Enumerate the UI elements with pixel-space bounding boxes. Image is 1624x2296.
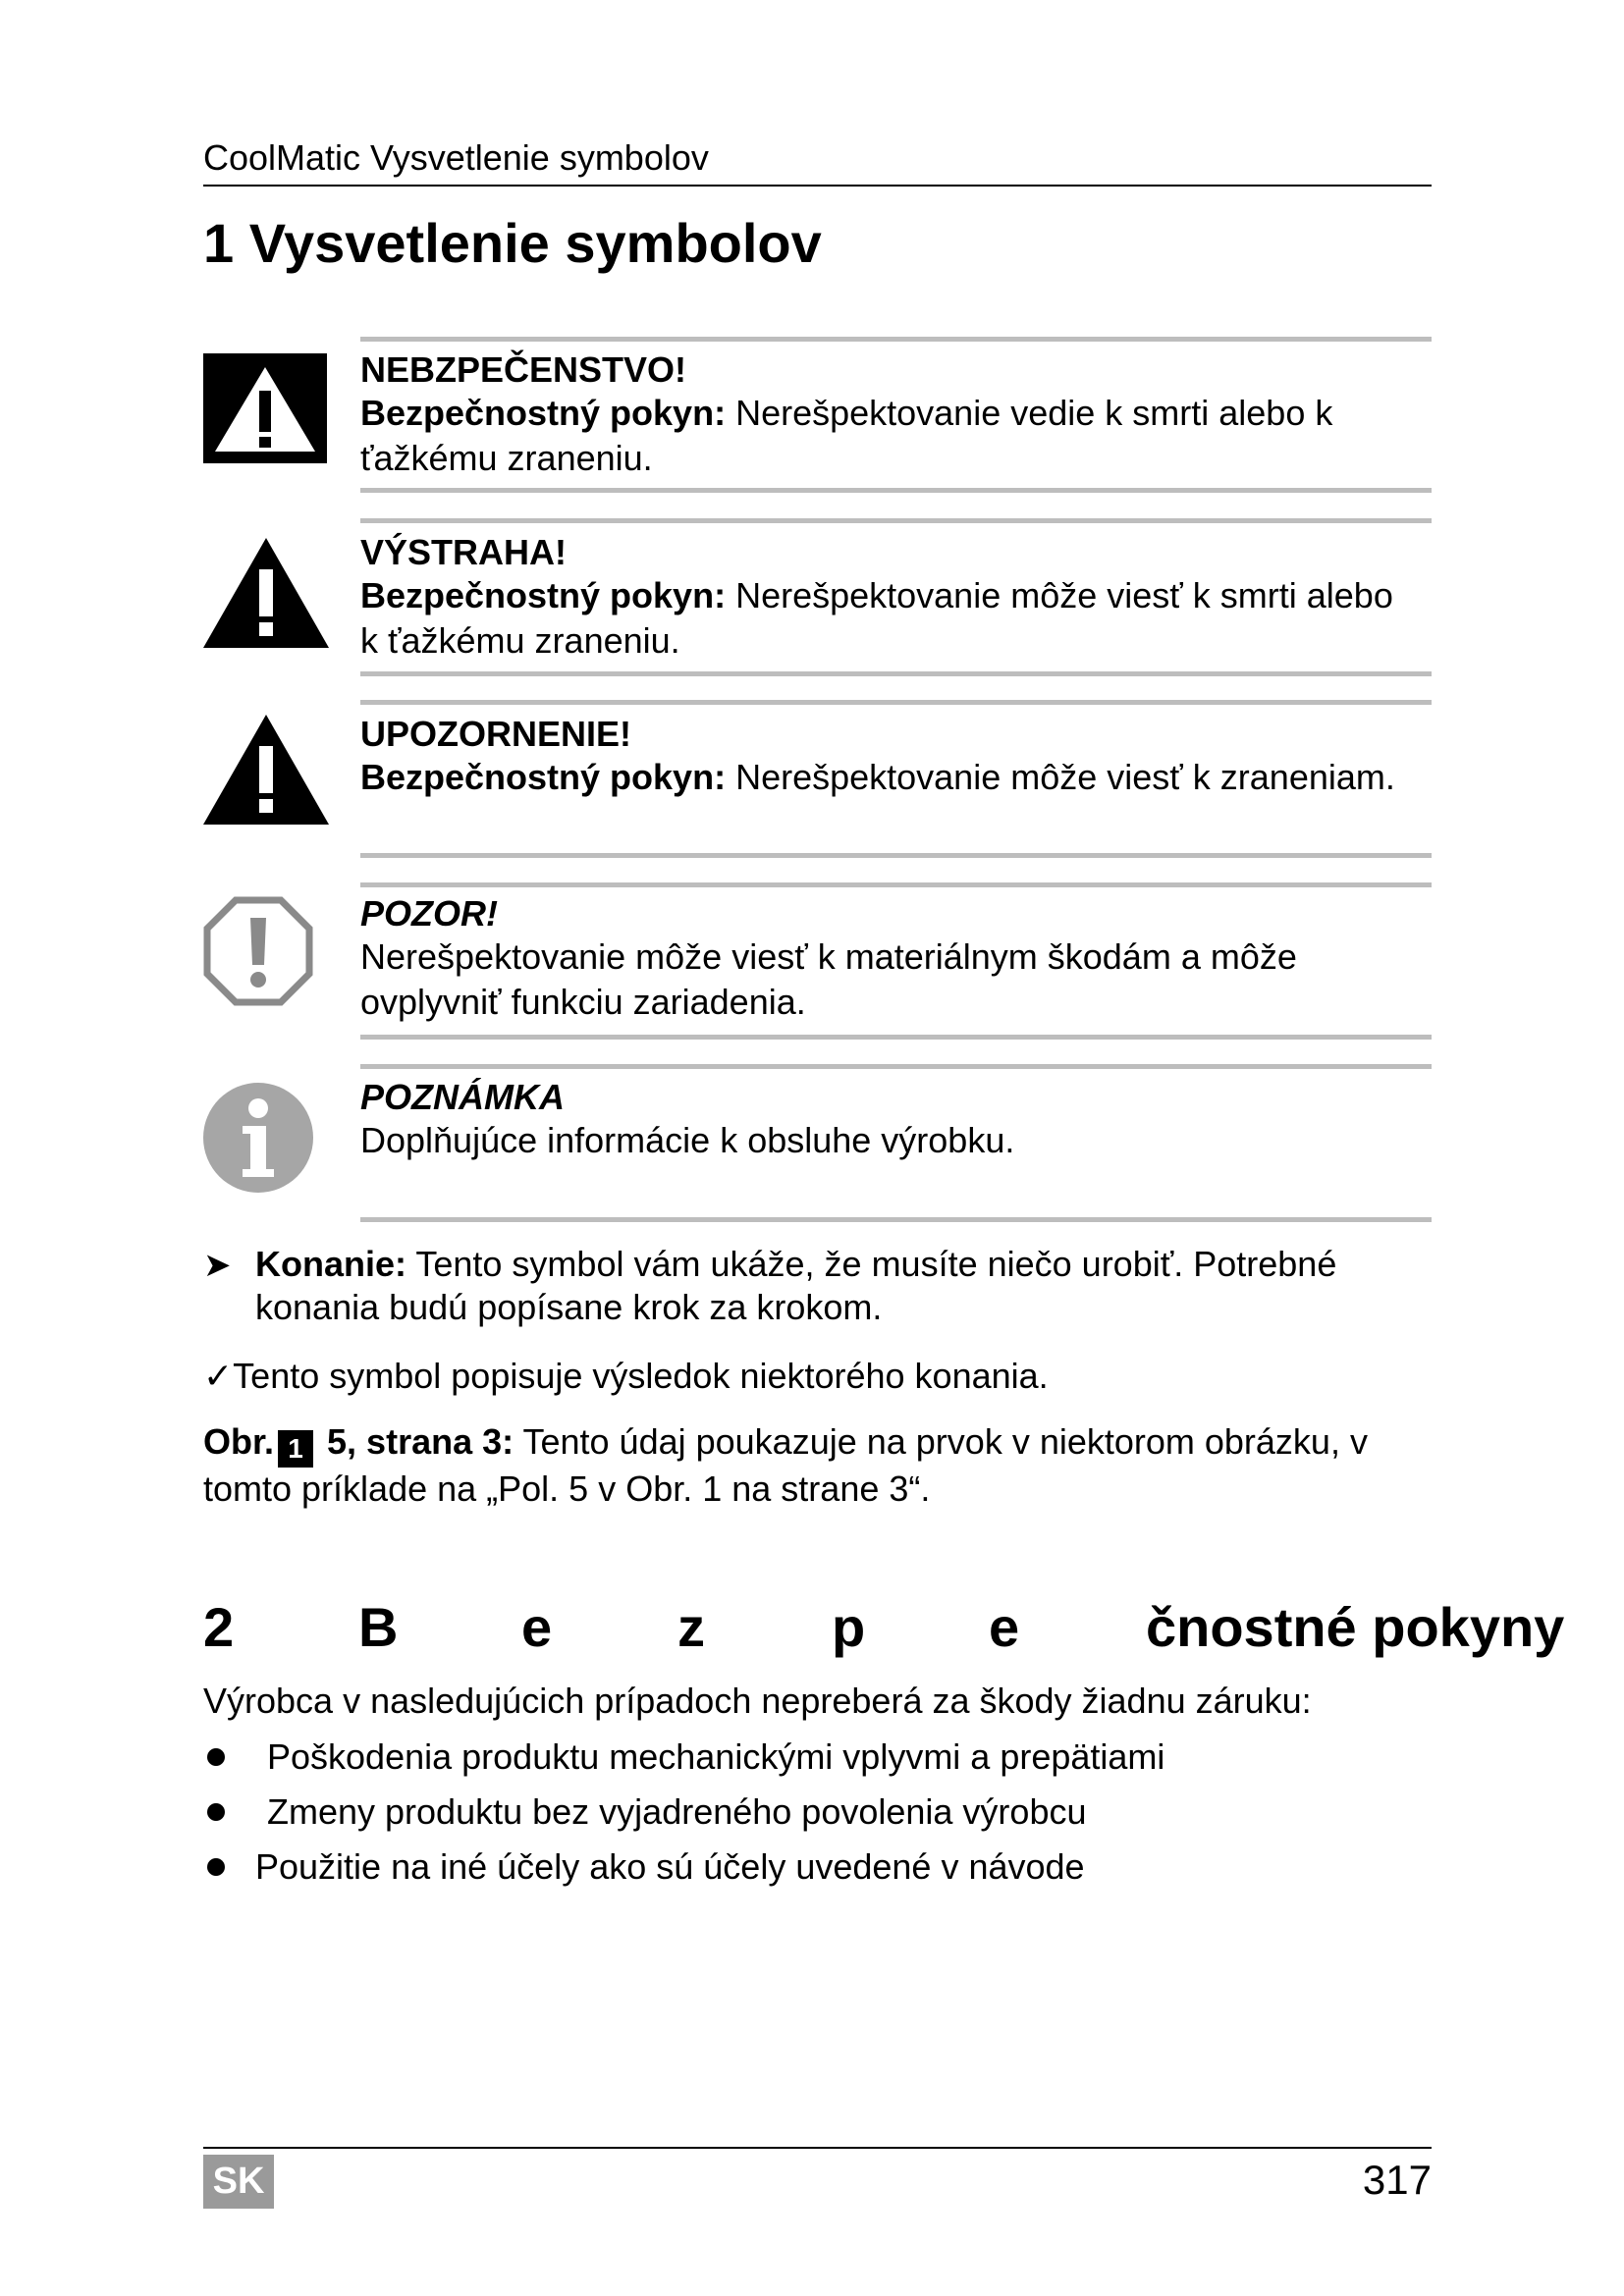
action-arrow-icon: ➤: [203, 1247, 232, 1284]
header-divider: [203, 185, 1432, 187]
running-header: CoolMatic Vysvetlenie symbolov: [203, 137, 709, 178]
notice-text: ťažkému zraneniu.: [360, 438, 653, 478]
figure-ref-position: 5, strana 3:: [317, 1421, 514, 1462]
section-2-title-part: B: [358, 1596, 399, 1658]
notice-lead: Bezpečnostný pokyn:: [360, 393, 727, 433]
figure-number-box: 1: [278, 1430, 313, 1468]
bullet-icon: [207, 1748, 225, 1766]
section-2-title-part: 2: [203, 1596, 235, 1658]
notice-title: UPOZORNENIE!: [360, 714, 632, 754]
notice-divider: [360, 337, 1432, 342]
notice-body: [360, 934, 1440, 1025]
danger-warning-triangle-icon: [203, 353, 327, 468]
notice-title: NEBZPEČENSTVO!: [360, 349, 687, 390]
notice-body: [360, 1118, 1440, 1163]
notice-divider: [360, 882, 1432, 887]
notice-title: POZOR!: [360, 893, 498, 934]
notice-text: k ťažkému zraneniu.: [360, 620, 680, 661]
check-icon: ✓: [203, 1356, 234, 1396]
notice-divider: [360, 1217, 1432, 1222]
notice-title: VÝSTRAHA!: [360, 532, 568, 572]
notice-body: [360, 755, 1440, 800]
list-item: Poškodenia produktu mechanickými vplyvmi a prepätiami: [267, 1736, 1165, 1777]
figure-ref-text: tomto príklade na „Pol. 5 v Obr. 1 na strane 3“.: [203, 1468, 931, 1509]
notice-divider: [360, 1064, 1432, 1069]
footer-divider: [203, 2147, 1432, 2149]
result-text: Tento symbol popisuje výsledok niektorého konania.: [233, 1356, 1049, 1396]
notice-body: [360, 573, 1440, 664]
notice-lead: Bezpečnostný pokyn:: [360, 575, 727, 615]
notice-text: Nerešpektovanie môže viesť k zraneniam.: [726, 757, 1395, 797]
notice-text: ovplyvniť funkciu zariadenia.: [360, 982, 806, 1022]
attention-octagon-icon: [203, 896, 313, 1011]
section-1-title: 1 Vysvetlenie symbolov: [203, 212, 822, 274]
notice-divider: [360, 488, 1432, 493]
section-2-intro: Výrobca v nasledujúcich prípadoch nepreberá za škody žiadnu záruku:: [203, 1681, 1312, 1721]
section-2-title-part: e: [521, 1596, 553, 1658]
list-item: Použitie na iné účely ako sú účely uvedené v návode: [255, 1846, 1085, 1887]
language-badge: SK: [203, 2155, 274, 2209]
notice-divider: [360, 518, 1432, 523]
figure-reference-paragraph: [203, 1420, 1368, 1511]
section-2-title-part: čnostné pokyny: [1146, 1596, 1565, 1658]
notice-divider: [360, 700, 1432, 705]
warning-triangle-icon: [203, 538, 329, 653]
bullet-icon: [207, 1803, 225, 1821]
notice-divider: [360, 853, 1432, 858]
section-2-title-part: z: [677, 1596, 705, 1658]
notice-text: Nerešpektovanie môže viesť k materiálnym škodám a môže: [360, 936, 1297, 977]
notice-body: [360, 391, 1440, 481]
notice-title: POZNÁMKA: [360, 1077, 565, 1117]
section-2-title-part: e: [989, 1596, 1020, 1658]
result-paragraph: [203, 1355, 1049, 1398]
notice-text: Nerešpektovanie môže viesť k smrti alebo: [726, 575, 1393, 615]
notice-divider: [360, 671, 1432, 676]
info-icon: [203, 1083, 313, 1198]
notice-text: Doplňujúce informácie k obsluhe výrobku.: [360, 1120, 1015, 1160]
action-paragraph: [255, 1243, 1336, 1329]
section-2-title-part: p: [832, 1596, 866, 1658]
figure-ref-lead: Obr.: [203, 1421, 275, 1462]
caution-triangle-icon: [203, 715, 329, 829]
notice-divider: [360, 1035, 1432, 1040]
page-number: 317: [1362, 2157, 1432, 2203]
figure-ref-text: Tento údaj poukazuje na prvok v niektorom obrázku, v: [514, 1421, 1368, 1462]
bullet-icon: [207, 1858, 225, 1876]
action-text: Tento symbol vám ukáže, že musíte niečo urobiť. Potrebné: [406, 1244, 1337, 1284]
notice-text: Nerešpektovanie vedie k smrti alebo k: [726, 393, 1333, 433]
notice-lead: Bezpečnostný pokyn:: [360, 757, 727, 797]
action-lead: Konanie:: [255, 1244, 407, 1284]
list-item: Zmeny produktu bez vyjadreného povolenia výrobcu: [267, 1791, 1087, 1832]
action-text: konania budú popísane krok za krokom.: [255, 1287, 883, 1327]
